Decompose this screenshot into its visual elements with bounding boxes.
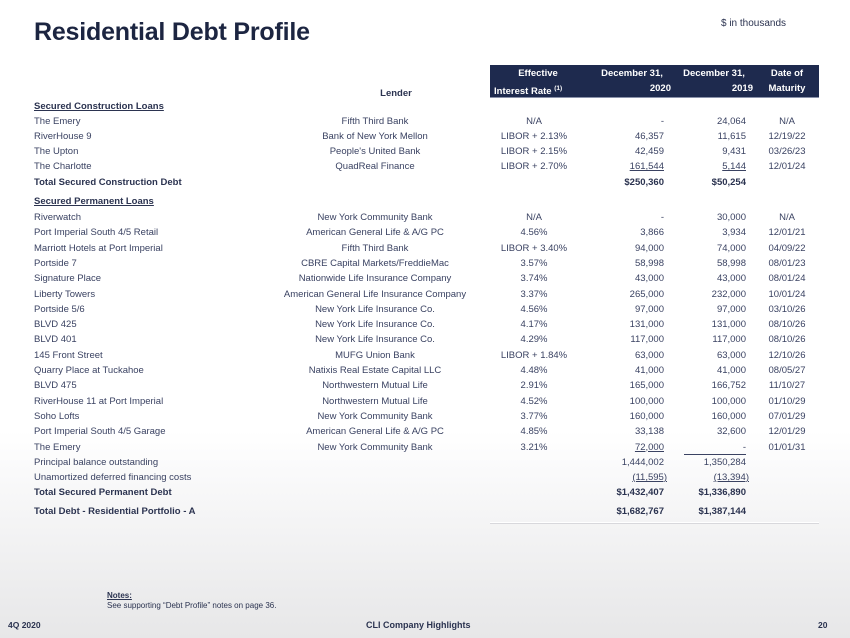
balance-2020: 160,000 — [629, 410, 664, 422]
interest-rate: 4.17% — [520, 319, 548, 331]
interest-rate: N/A — [526, 212, 542, 223]
column-header-maturity-line1: Date of — [770, 68, 804, 79]
lender-name: American General Life & A/G PC — [306, 426, 444, 438]
table-row — [34, 241, 824, 256]
property-name: Marriott Hotels at Port Imperial — [34, 242, 163, 254]
unamortized-2020-value: (11,595) — [632, 472, 667, 483]
maturity-date: 12/01/24 — [768, 161, 806, 172]
balance-2020-value: 161,544 — [629, 161, 664, 172]
maturity-date: 11/10/27 — [768, 380, 806, 392]
lender-name: MUFG Union Bank — [335, 349, 415, 361]
interest-rate: N/A — [526, 116, 542, 127]
balance-2019: 3,934 — [722, 227, 746, 239]
table-row — [34, 317, 824, 332]
lender-name: Natixis Real Estate Capital LLC — [308, 365, 442, 376]
balance-2019: 9,431 — [722, 146, 746, 157]
balance-2019-value: 5,144 — [722, 161, 746, 172]
lender-name: New York Life Insurance Co. — [315, 303, 435, 315]
property-name: Quarry Place at Tuckahoe — [34, 365, 144, 376]
balance-2020: 33,138 — [634, 426, 664, 438]
balance-2019: 97,000 — [716, 303, 746, 315]
property-name: 145 Front Street — [34, 349, 103, 361]
interest-rate: 3.77% — [520, 410, 548, 422]
property-name: Portside 7 — [34, 257, 77, 269]
property-name: Port Imperial South 4/5 Garage — [34, 426, 166, 438]
balance-2019: 11,615 — [717, 131, 746, 142]
lender-name: People's United Bank — [329, 146, 421, 157]
principal-2020: 1,444,002 — [621, 457, 664, 468]
interest-rate: 3.57% — [520, 257, 548, 269]
grand-total-2019: $1,387,144 — [698, 506, 746, 517]
units-note: $ in thousands — [721, 18, 787, 29]
table-row — [34, 424, 824, 439]
balance-2019 — [672, 440, 746, 455]
table-row — [34, 210, 824, 225]
balance-2019: 32,600 — [716, 426, 746, 438]
balance-2020: 42,459 — [634, 146, 664, 157]
column-header-rate-line2 — [494, 81, 586, 99]
maturity-date: 12/01/21 — [768, 227, 806, 239]
interest-rate: LIBOR + 1.84% — [500, 349, 568, 361]
maturity-date: 08/01/23 — [768, 257, 806, 269]
table-row — [34, 394, 824, 409]
column-header-dec2019-line2: 2019 — [731, 83, 753, 94]
interest-rate: 3.74% — [520, 273, 548, 285]
balance-2019: 30,000 — [716, 212, 746, 223]
unamortized-label: Unamortized deferred financing costs — [34, 472, 192, 483]
interest-rate: LIBOR + 2.15% — [500, 146, 568, 157]
balance-2019: 232,000 — [711, 288, 746, 300]
maturity-date: 03/26/23 — [768, 146, 806, 157]
column-header-lender: Lender — [380, 88, 412, 99]
balance-2019: 74,000 — [716, 242, 746, 254]
principal-label: Principal balance outstanding — [34, 457, 159, 468]
maturity-date: 08/05/27 — [768, 365, 806, 376]
balance-2019: 117,000 — [712, 334, 746, 346]
table-row — [34, 129, 824, 144]
balance-2020: 97,000 — [634, 303, 664, 315]
balance-2020: 46,357 — [634, 131, 664, 142]
footer-title: CLI Company Highlights — [366, 620, 471, 630]
balance-2020: 3,866 — [640, 227, 664, 239]
lender-name: New York Life Insurance Co. — [315, 319, 435, 331]
column-header-dec2019-line1: December 31, — [683, 68, 745, 79]
unamortized-2019-value: (13,394) — [713, 472, 749, 483]
property-name: Riverwatch — [34, 212, 81, 223]
total-label: Total Secured Permanent Debt — [34, 487, 172, 498]
table-row — [34, 348, 824, 363]
table-row — [34, 159, 824, 174]
lender-name: Northwestern Mutual Life — [322, 380, 428, 392]
balance-2019: 160,000 — [711, 410, 746, 422]
interest-rate: LIBOR + 2.70% — [500, 161, 568, 172]
balance-2020: 41,000 — [634, 365, 664, 376]
section-header-permanent — [34, 194, 824, 209]
lender-name: CBRE Capital Markets/FreddieMac — [301, 257, 449, 269]
total-2020: $1,432,407 — [616, 487, 664, 498]
lender-name: American General Life & A/G PC — [306, 227, 444, 239]
lender-name: Fifth Third Bank — [341, 242, 409, 254]
table-row — [34, 256, 824, 271]
table-header-band — [490, 65, 819, 98]
property-name: Port Imperial South 4/5 Retail — [34, 227, 159, 239]
maturity-date: 03/10/26 — [768, 303, 806, 315]
total-2019: $50,254 — [711, 177, 746, 188]
maturity-date: N/A — [779, 212, 795, 223]
property-name: The Charlotte — [34, 161, 92, 172]
property-name: The Upton — [34, 146, 79, 157]
table-row — [34, 144, 824, 159]
lender-name: Nationwide Life Insurance Company — [298, 273, 452, 285]
maturity-date: 12/19/22 — [768, 131, 806, 142]
grand-total-label: Total Debt - Residential Portfolio - A — [34, 506, 196, 517]
property-name: Liberty Towers — [34, 288, 96, 300]
page-title: Residential Debt Profile — [34, 18, 310, 46]
balance-2019: 24,064 — [716, 116, 746, 127]
balance-2019-value: - — [684, 441, 746, 455]
interest-rate: 2.91% — [520, 380, 548, 392]
balance-2020: 100,000 — [629, 395, 664, 407]
grand-total-row — [34, 504, 824, 519]
unamortized-2020 — [590, 470, 667, 485]
total-2019: $1,336,890 — [698, 487, 746, 498]
property-name: Signature Place — [34, 273, 102, 285]
maturity-date: 10/01/24 — [768, 288, 806, 300]
interest-rate: 4.48% — [520, 365, 548, 376]
balance-2019: 43,000 — [716, 273, 746, 285]
maturity-date: N/A — [779, 116, 795, 127]
principal-row — [34, 455, 824, 470]
balance-2019: 58,998 — [716, 257, 746, 269]
property-name: BLVD 425 — [34, 319, 77, 331]
interest-rate: 4.52% — [520, 395, 548, 407]
section-label: Secured Construction Loans — [34, 101, 164, 112]
balance-2019 — [672, 159, 746, 174]
table-row — [34, 114, 824, 129]
footnote-marker: (1) — [554, 85, 563, 92]
lender-name: Bank of New York Mellon — [322, 131, 428, 142]
maturity-date: 08/10/26 — [768, 334, 806, 346]
property-name: The Emery — [34, 116, 81, 127]
maturity-date: 01/01/31 — [768, 441, 806, 453]
total-label: Total Secured Construction Debt — [34, 177, 182, 188]
property-name: RiverHouse 11 at Port Imperial — [34, 395, 164, 407]
lender-name: New York Community Bank — [317, 441, 433, 453]
table-row — [34, 287, 824, 302]
property-name: RiverHouse 9 — [34, 131, 92, 142]
maturity-date: 08/01/24 — [768, 273, 806, 285]
balance-2020: - — [660, 212, 664, 223]
grand-total-2020: $1,682,767 — [616, 506, 664, 517]
balance-2020-value: 72,000 — [634, 441, 664, 453]
page-number: 20 — [818, 620, 828, 630]
balance-2020: 94,000 — [634, 242, 664, 254]
property-name: BLVD 401 — [34, 334, 77, 346]
interest-rate: LIBOR + 2.13% — [500, 131, 568, 142]
balance-2019: 166,752 — [711, 380, 746, 392]
table-row — [34, 440, 824, 455]
unamortized-row — [34, 470, 824, 485]
balance-2020: 131,000 — [629, 319, 664, 331]
section-label: Secured Permanent Loans — [34, 196, 154, 207]
property-name: BLVD 475 — [34, 380, 77, 392]
balance-2020: 117,000 — [630, 334, 664, 346]
maturity-date: 01/10/29 — [768, 395, 806, 407]
lender-name: Fifth Third Bank — [341, 116, 409, 127]
interest-rate: LIBOR + 3.40% — [500, 242, 568, 254]
column-header-maturity-line2: Maturity — [768, 83, 806, 94]
column-header-rate-line1: Effective — [518, 68, 558, 79]
balance-2019: 41,000 — [716, 365, 746, 376]
table-row — [34, 271, 824, 286]
column-header-dec2020-line1: December 31, — [601, 68, 663, 79]
balance-2020: 265,000 — [629, 288, 664, 300]
footer-period: 4Q 2020 — [8, 620, 41, 630]
total-row-permanent — [34, 485, 824, 500]
balance-2019: 131,000 — [711, 319, 746, 331]
table-row — [34, 363, 824, 378]
property-name: The Emery — [34, 441, 81, 453]
balance-2020: 58,998 — [634, 257, 664, 269]
table-bottom-rule — [490, 522, 819, 523]
notes-text: See supporting “Debt Profile” notes on page 36. — [107, 601, 277, 610]
lender-name: New York Community Bank — [317, 410, 433, 422]
maturity-date: 07/01/29 — [768, 410, 806, 422]
lender-name: New York Life Insurance Co. — [315, 334, 435, 346]
interest-rate: 4.85% — [520, 426, 548, 438]
unamortized-2019 — [672, 470, 749, 485]
maturity-date: 04/09/22 — [768, 242, 806, 254]
table-row — [34, 409, 824, 424]
lender-name: New York Community Bank — [317, 212, 433, 223]
maturity-date: 12/01/29 — [768, 426, 806, 438]
interest-rate: 3.37% — [520, 288, 548, 300]
property-name: Portside 5/6 — [34, 303, 85, 315]
balance-2020 — [590, 159, 664, 174]
maturity-date: 12/10/26 — [768, 349, 806, 361]
section-header-construction — [34, 99, 824, 114]
balance-2020: 165,000 — [629, 380, 664, 392]
balance-2019: 100,000 — [711, 395, 746, 407]
interest-rate: 4.29% — [520, 334, 548, 346]
property-name: Soho Lofts — [34, 410, 80, 422]
column-header-dec2020-line2: 2020 — [649, 83, 671, 94]
lender-name: Northwestern Mutual Life — [322, 395, 428, 407]
balance-2020 — [590, 440, 664, 455]
balance-2020: 63,000 — [634, 349, 664, 361]
lender-name: American General Life Insurance Company — [283, 288, 467, 300]
interest-rate: 4.56% — [520, 227, 548, 239]
table-row — [34, 302, 824, 317]
balance-2019: 63,000 — [716, 349, 746, 361]
total-row-construction — [34, 175, 824, 190]
notes-heading: Notes: — [107, 591, 132, 600]
column-header-rate-label: Interest Rate — [494, 86, 552, 97]
table-row — [34, 378, 824, 393]
table-row — [34, 225, 824, 240]
interest-rate: 3.21% — [520, 441, 548, 453]
table-row — [34, 332, 824, 347]
maturity-date: 08/10/26 — [768, 319, 806, 331]
balance-2020: - — [660, 116, 664, 127]
principal-2019: 1,350,284 — [703, 457, 746, 468]
total-2020: $250,360 — [624, 177, 664, 188]
balance-2020: 43,000 — [634, 273, 664, 285]
interest-rate: 4.56% — [520, 303, 548, 315]
lender-name: QuadReal Finance — [335, 161, 415, 172]
